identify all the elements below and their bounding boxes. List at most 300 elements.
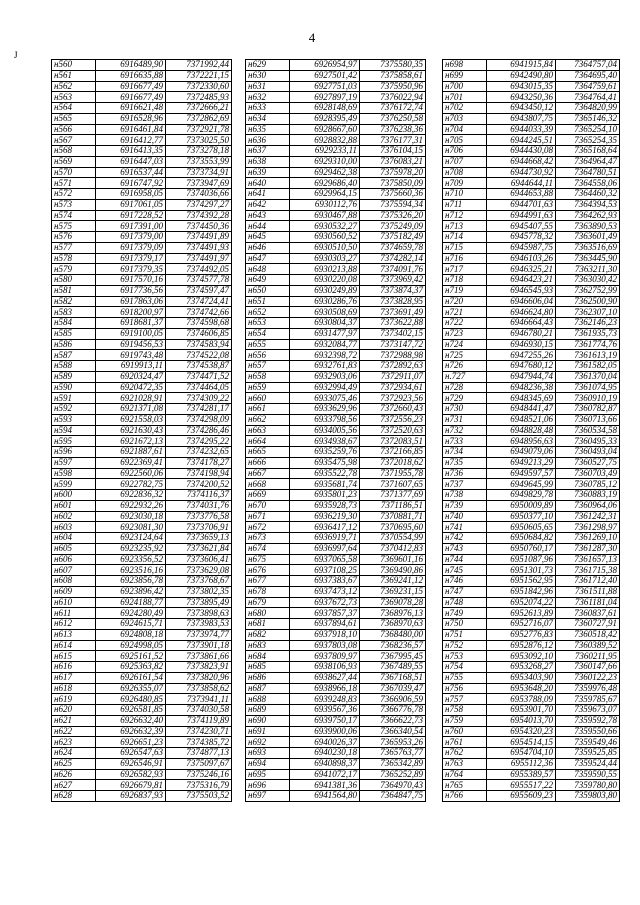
y-coordinate: 7373969,42 — [360, 275, 426, 286]
x-coordinate: 6917863,06 — [96, 296, 166, 307]
point-label: н662 — [246, 414, 290, 425]
table-row — [443, 210, 620, 221]
point-label: н611 — [52, 608, 96, 619]
table-row — [246, 371, 426, 382]
table-row — [443, 221, 620, 232]
table-row — [52, 608, 232, 619]
point-label: н647 — [246, 253, 290, 264]
table-row — [443, 146, 620, 157]
table-row — [246, 769, 426, 780]
point-label: н603 — [52, 522, 96, 533]
point-label: н750 — [443, 619, 487, 630]
y-coordinate: 7374492,05 — [166, 264, 232, 275]
x-coordinate: 6932994,49 — [290, 382, 360, 393]
table-row — [443, 490, 620, 501]
y-coordinate: 7373941,11 — [166, 694, 232, 705]
x-coordinate: 6926582,93 — [96, 769, 166, 780]
y-coordinate: 7366622,73 — [360, 715, 426, 726]
point-label: н686 — [246, 672, 290, 683]
x-coordinate: 6946780,21 — [487, 328, 556, 339]
x-coordinate: 6935259,76 — [290, 447, 360, 458]
y-coordinate: 7371992,44 — [166, 60, 232, 71]
table-row — [443, 672, 620, 683]
point-label: н590 — [52, 382, 96, 393]
table-row — [52, 479, 232, 490]
y-coordinate: 7373861,66 — [166, 651, 232, 662]
table-row — [246, 522, 426, 533]
point-label: н748 — [443, 597, 487, 608]
table-row — [52, 242, 232, 253]
x-coordinate: 6932398,72 — [290, 350, 360, 361]
table-row — [443, 124, 620, 135]
table-row — [52, 586, 232, 597]
x-coordinate: 6940230,18 — [290, 748, 360, 759]
point-label: н726 — [443, 361, 487, 372]
x-coordinate: 6953648,20 — [487, 683, 556, 694]
point-label: н614 — [52, 640, 96, 651]
table-row — [443, 156, 620, 167]
y-coordinate: 7372166,85 — [360, 447, 426, 458]
x-coordinate: 6955609,23 — [487, 791, 556, 802]
table-row — [443, 780, 620, 791]
x-coordinate: 6949597,57 — [487, 468, 556, 479]
x-coordinate: 6928832,88 — [290, 135, 360, 146]
table-row — [52, 511, 232, 522]
x-coordinate: 6951842,96 — [487, 586, 556, 597]
point-label: н716 — [443, 253, 487, 264]
point-label: н766 — [443, 791, 487, 802]
point-label: н742 — [443, 533, 487, 544]
point-label: н702 — [443, 103, 487, 114]
x-coordinate: 6930303,27 — [290, 253, 360, 264]
x-coordinate: 6916447,03 — [96, 156, 166, 167]
x-coordinate: 6919456,53 — [96, 339, 166, 350]
point-label: н634 — [246, 113, 290, 124]
y-coordinate: 7364759,61 — [556, 81, 620, 92]
point-label: н668 — [246, 479, 290, 490]
table-row — [443, 608, 620, 619]
y-coordinate: 7364764,41 — [556, 92, 620, 103]
y-coordinate: 7367489,55 — [360, 662, 426, 673]
y-coordinate: 7375978,20 — [360, 167, 426, 178]
x-coordinate: 6917570,16 — [96, 275, 166, 286]
x-coordinate: 6928148,69 — [290, 103, 360, 114]
point-label: н589 — [52, 371, 96, 382]
table-row — [443, 715, 620, 726]
x-coordinate: 6929310,00 — [290, 156, 360, 167]
table-row — [52, 199, 232, 210]
coordinates-table-middle — [245, 59, 426, 802]
table-row — [52, 662, 232, 673]
x-coordinate: 6937894,61 — [290, 619, 360, 630]
point-label: н570 — [52, 167, 96, 178]
x-coordinate: 6946103,26 — [487, 253, 556, 264]
table-row — [52, 748, 232, 759]
x-coordinate: 6946325,21 — [487, 264, 556, 275]
y-coordinate: 7372921,78 — [166, 124, 232, 135]
table-row — [246, 758, 426, 769]
point-label: н.727 — [443, 371, 487, 382]
point-label: н574 — [52, 210, 96, 221]
table-row — [52, 60, 232, 71]
point-label: н613 — [52, 629, 96, 640]
x-coordinate: 6918200,97 — [96, 307, 166, 318]
y-coordinate: 7361287,30 — [556, 543, 620, 554]
point-label: н670 — [246, 500, 290, 511]
y-coordinate: 7372988,98 — [360, 350, 426, 361]
table-row — [246, 608, 426, 619]
point-label: н656 — [246, 350, 290, 361]
x-coordinate: 6935928,73 — [290, 500, 360, 511]
point-label: н598 — [52, 468, 96, 479]
point-label: н715 — [443, 242, 487, 253]
table-row — [246, 586, 426, 597]
y-coordinate: 7374597,47 — [166, 285, 232, 296]
x-coordinate: 6936997,64 — [290, 543, 360, 554]
table-row — [443, 619, 620, 630]
point-label: н571 — [52, 178, 96, 189]
x-coordinate: 6953092,10 — [487, 651, 556, 662]
x-coordinate: 6938966,18 — [290, 683, 360, 694]
x-coordinate: 6925161,52 — [96, 651, 166, 662]
x-coordinate: 6943015,35 — [487, 81, 556, 92]
y-coordinate: 7374877,13 — [166, 748, 232, 759]
table-row — [443, 296, 620, 307]
point-label: н648 — [246, 264, 290, 275]
x-coordinate: 6953403,90 — [487, 672, 556, 683]
table-row — [246, 307, 426, 318]
point-label: н615 — [52, 651, 96, 662]
table-row — [443, 253, 620, 264]
point-label: н618 — [52, 683, 96, 694]
point-label: н665 — [246, 447, 290, 458]
table-row — [246, 199, 426, 210]
x-coordinate: 6917379,00 — [96, 232, 166, 243]
x-coordinate: 6953901,70 — [487, 705, 556, 716]
point-label: н608 — [52, 576, 96, 587]
point-label: н722 — [443, 318, 487, 329]
point-label: н585 — [52, 328, 96, 339]
x-coordinate: 6953788,09 — [487, 694, 556, 705]
table-row — [443, 554, 620, 565]
y-coordinate: 7374295,22 — [166, 436, 232, 447]
table-row — [52, 576, 232, 587]
table-row — [246, 780, 426, 791]
point-label: н683 — [246, 640, 290, 651]
x-coordinate: 6936219,30 — [290, 511, 360, 522]
table-row — [52, 307, 232, 318]
x-coordinate: 6941381,36 — [290, 780, 360, 791]
point-label: н655 — [246, 339, 290, 350]
table-row — [443, 683, 620, 694]
point-label: н595 — [52, 436, 96, 447]
table-row — [443, 318, 620, 329]
point-label: н664 — [246, 436, 290, 447]
table-row — [246, 113, 426, 124]
table-row — [443, 167, 620, 178]
y-coordinate: 7365342,89 — [360, 758, 426, 769]
table-row — [246, 640, 426, 651]
table-row — [443, 522, 620, 533]
x-coordinate: 6946624,80 — [487, 307, 556, 318]
y-coordinate: 7361298,97 — [556, 522, 620, 533]
x-coordinate: 6934005,56 — [290, 425, 360, 436]
x-coordinate: 6948956,63 — [487, 436, 556, 447]
table-row — [246, 500, 426, 511]
y-coordinate: 7374281,17 — [166, 404, 232, 415]
point-label: н728 — [443, 382, 487, 393]
point-label: н629 — [246, 60, 290, 71]
point-label: н633 — [246, 103, 290, 114]
y-coordinate: 7371186,51 — [360, 500, 426, 511]
x-coordinate: 6926547,63 — [96, 748, 166, 759]
y-coordinate: 7361582,05 — [556, 361, 620, 372]
table-row — [246, 694, 426, 705]
table-row — [443, 393, 620, 404]
point-label: н679 — [246, 597, 290, 608]
point-label: н743 — [443, 543, 487, 554]
point-label: н711 — [443, 199, 487, 210]
table-row — [52, 210, 232, 221]
point-label: н644 — [246, 221, 290, 232]
x-coordinate: 6939750,17 — [290, 715, 360, 726]
point-label: н746 — [443, 576, 487, 587]
x-coordinate: 6955517,22 — [487, 780, 556, 791]
x-coordinate: 6927897,19 — [290, 92, 360, 103]
point-label: н752 — [443, 640, 487, 651]
point-label: н616 — [52, 662, 96, 673]
table-row — [246, 318, 426, 329]
y-coordinate: 7365146,32 — [556, 113, 620, 124]
y-coordinate: 7376172,74 — [360, 103, 426, 114]
point-label: н759 — [443, 715, 487, 726]
point-label: н762 — [443, 748, 487, 759]
table-row — [52, 393, 232, 404]
table-row — [443, 232, 620, 243]
point-label: н700 — [443, 81, 487, 92]
x-coordinate: 6925363,82 — [96, 662, 166, 673]
point-label: н594 — [52, 425, 96, 436]
table-row — [246, 629, 426, 640]
x-coordinate: 6929964,15 — [290, 189, 360, 200]
table-row — [52, 318, 232, 329]
point-label: н565 — [52, 113, 96, 124]
point-label: н632 — [246, 92, 290, 103]
x-coordinate: 6951562,95 — [487, 576, 556, 587]
y-coordinate: 7359549,46 — [556, 737, 620, 748]
point-label: н663 — [246, 425, 290, 436]
x-coordinate: 6916412,77 — [96, 135, 166, 146]
table-row — [52, 554, 232, 565]
y-coordinate: 7360389,52 — [556, 640, 620, 651]
x-coordinate: 6952776,83 — [487, 629, 556, 640]
y-coordinate: 7369078,28 — [360, 597, 426, 608]
point-label: н714 — [443, 232, 487, 243]
point-label: н749 — [443, 608, 487, 619]
point-label: н724 — [443, 339, 487, 350]
point-label: н755 — [443, 672, 487, 683]
table-row — [443, 500, 620, 511]
point-label: н602 — [52, 511, 96, 522]
x-coordinate: 6954704,10 — [487, 748, 556, 759]
point-label: н725 — [443, 350, 487, 361]
x-coordinate: 6923856,78 — [96, 576, 166, 587]
y-coordinate: 7360534,58 — [556, 425, 620, 436]
margin-mark: J — [14, 50, 18, 60]
page-number: 4 — [308, 30, 316, 45]
y-coordinate: 7374030,58 — [166, 705, 232, 716]
x-coordinate: 6930804,37 — [290, 318, 360, 329]
table-row — [443, 597, 620, 608]
y-coordinate: 7375660,36 — [360, 189, 426, 200]
y-coordinate: 7374200,52 — [166, 479, 232, 490]
x-coordinate: 6945987,75 — [487, 242, 556, 253]
y-coordinate: 7376250,58 — [360, 113, 426, 124]
y-coordinate: 7364847,75 — [360, 791, 426, 802]
point-label: н597 — [52, 457, 96, 468]
point-label: н747 — [443, 586, 487, 597]
x-coordinate: 6937672,73 — [290, 597, 360, 608]
table-row — [52, 468, 232, 479]
x-coordinate: 6937065,58 — [290, 554, 360, 565]
y-coordinate: 7374031,76 — [166, 500, 232, 511]
table-row — [52, 640, 232, 651]
x-coordinate: 6924188,77 — [96, 597, 166, 608]
y-coordinate: 7364558,06 — [556, 178, 620, 189]
point-label: н689 — [246, 705, 290, 716]
table-row — [246, 436, 426, 447]
table-row — [443, 651, 620, 662]
x-coordinate: 6944991,63 — [487, 210, 556, 221]
y-coordinate: 7368970,63 — [360, 619, 426, 630]
table-row — [52, 189, 232, 200]
y-coordinate: 7364757,04 — [556, 60, 620, 71]
table-row — [246, 178, 426, 189]
table-row — [443, 285, 620, 296]
x-coordinate: 6950605,65 — [487, 522, 556, 533]
y-coordinate: 7361715,38 — [556, 565, 620, 576]
x-coordinate: 6926355,07 — [96, 683, 166, 694]
point-label: н586 — [52, 339, 96, 350]
point-label: н736 — [443, 468, 487, 479]
table-row — [443, 92, 620, 103]
x-coordinate: 6930213,88 — [290, 264, 360, 275]
point-label: н710 — [443, 189, 487, 200]
x-coordinate: 6949079,06 — [487, 447, 556, 458]
table-row — [246, 285, 426, 296]
point-label: н764 — [443, 769, 487, 780]
y-coordinate: 7360122,23 — [556, 672, 620, 683]
table-row — [52, 447, 232, 458]
y-coordinate: 7373025,50 — [166, 135, 232, 146]
y-coordinate: 7363890,53 — [556, 221, 620, 232]
y-coordinate: 7374297,27 — [166, 199, 232, 210]
x-coordinate: 6953268,27 — [487, 662, 556, 673]
point-label: н628 — [52, 791, 96, 802]
x-coordinate: 6922560,06 — [96, 468, 166, 479]
point-label: н737 — [443, 479, 487, 490]
point-label: н622 — [52, 726, 96, 737]
y-coordinate: 7373629,08 — [166, 565, 232, 576]
x-coordinate: 6955389,57 — [487, 769, 556, 780]
table-row — [246, 361, 426, 372]
table-row — [52, 522, 232, 533]
point-label: н661 — [246, 404, 290, 415]
x-coordinate: 6951301,73 — [487, 565, 556, 576]
point-label: н723 — [443, 328, 487, 339]
x-coordinate: 6937809,97 — [290, 651, 360, 662]
x-coordinate: 6946664,43 — [487, 318, 556, 329]
point-label: н626 — [52, 769, 96, 780]
x-coordinate: 6954320,23 — [487, 726, 556, 737]
x-coordinate: 6930286,76 — [290, 296, 360, 307]
table-row — [52, 361, 232, 372]
x-coordinate: 6949829,78 — [487, 490, 556, 501]
x-coordinate: 6916747,92 — [96, 178, 166, 189]
x-coordinate: 6937918,10 — [290, 629, 360, 640]
point-label: н652 — [246, 307, 290, 318]
table-row — [246, 662, 426, 673]
point-label: н591 — [52, 393, 96, 404]
table-row — [52, 565, 232, 576]
point-label: н601 — [52, 500, 96, 511]
x-coordinate: 6916621,48 — [96, 103, 166, 114]
point-label: н635 — [246, 124, 290, 135]
point-label: н751 — [443, 629, 487, 640]
x-coordinate: 6923235,92 — [96, 543, 166, 554]
x-coordinate: 6935522,78 — [290, 468, 360, 479]
y-coordinate: 7373823,91 — [166, 662, 232, 673]
table-row — [246, 683, 426, 694]
x-coordinate: 6946930,15 — [487, 339, 556, 350]
y-coordinate: 7374298,09 — [166, 414, 232, 425]
x-coordinate: 6935475,98 — [290, 457, 360, 468]
x-coordinate: 6923896,42 — [96, 586, 166, 597]
table-row — [443, 533, 620, 544]
x-coordinate: 6921672,13 — [96, 436, 166, 447]
table-row — [246, 479, 426, 490]
x-coordinate: 6939900,06 — [290, 726, 360, 737]
y-coordinate: 7376177,31 — [360, 135, 426, 146]
coordinates-table-right — [442, 59, 620, 802]
table-row — [52, 285, 232, 296]
y-coordinate: 7371377,69 — [360, 490, 426, 501]
x-coordinate: 6924808,18 — [96, 629, 166, 640]
point-label: н562 — [52, 81, 96, 92]
y-coordinate: 7372520,63 — [360, 425, 426, 436]
y-coordinate: 7367168,51 — [360, 672, 426, 683]
point-label: н765 — [443, 780, 487, 791]
y-coordinate: 7374282,14 — [360, 253, 426, 264]
point-label: н610 — [52, 597, 96, 608]
y-coordinate: 7374606,85 — [166, 328, 232, 339]
x-coordinate: 6917061,05 — [96, 199, 166, 210]
table-row — [52, 113, 232, 124]
x-coordinate: 6928395,49 — [290, 113, 360, 124]
x-coordinate: 6922836,32 — [96, 490, 166, 501]
y-coordinate: 7364262,93 — [556, 210, 620, 221]
y-coordinate: 7368236,57 — [360, 640, 426, 651]
point-label: н612 — [52, 619, 96, 630]
y-coordinate: 7370412,83 — [360, 543, 426, 554]
point-label: н707 — [443, 156, 487, 167]
table-row — [52, 92, 232, 103]
y-coordinate: 7370554,99 — [360, 533, 426, 544]
table-row — [443, 103, 620, 114]
y-coordinate: 7364820,99 — [556, 103, 620, 114]
y-coordinate: 7374577,78 — [166, 275, 232, 286]
table-row — [443, 769, 620, 780]
